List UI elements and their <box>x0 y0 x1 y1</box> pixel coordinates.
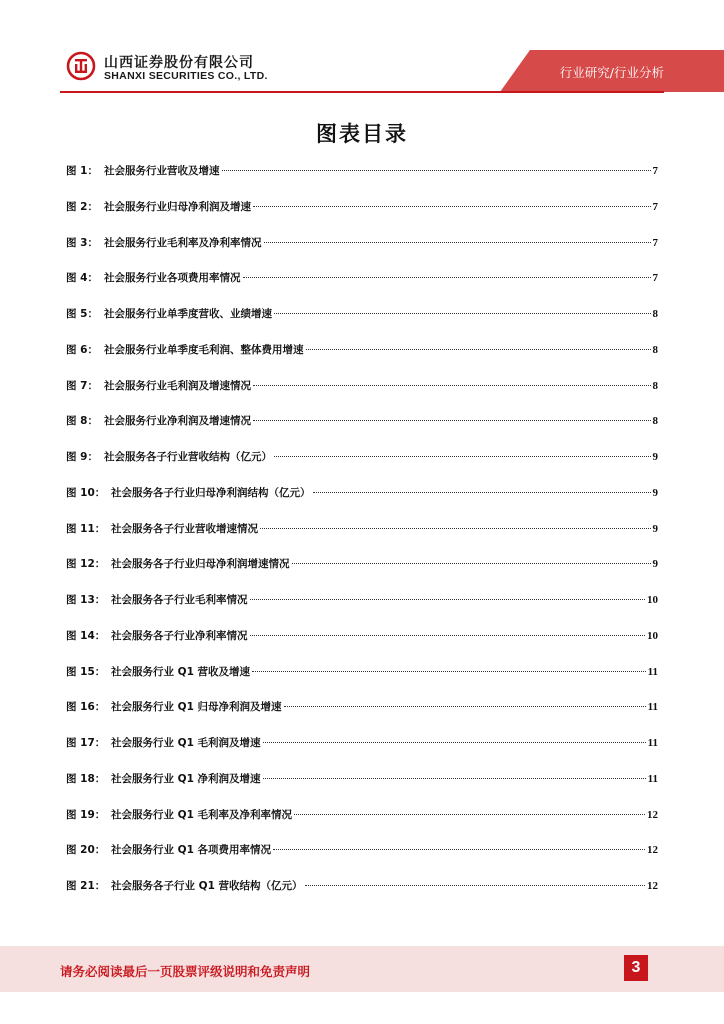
toc-entry[interactable] <box>66 664 658 700</box>
toc-leader-dots <box>222 170 651 171</box>
toc-leader-dots <box>250 635 646 636</box>
toc-page-number: 8 <box>652 308 658 320</box>
toc-leader-dots <box>292 563 651 564</box>
toc-figure-number: 图 16： <box>66 701 106 714</box>
toc-leader-dots <box>264 242 651 243</box>
toc-leader-dots <box>294 814 645 815</box>
toc-entry[interactable] <box>66 413 658 449</box>
toc-entry[interactable] <box>66 306 658 342</box>
toc-leader-dots <box>253 420 651 421</box>
toc-entry[interactable] <box>66 592 658 628</box>
toc-page-number: 11 <box>647 701 658 714</box>
toc-leader-dots <box>274 313 651 314</box>
header-divider <box>60 91 664 93</box>
toc-figure-title: 社会服务行业 Q1 营收及增速 <box>111 665 251 678</box>
toc-entry[interactable] <box>66 342 658 378</box>
toc-page-number: 7 <box>652 165 658 177</box>
toc-figure-title: 社会服务行业 Q1 毛利率及净利率情况 <box>111 808 293 821</box>
toc-entry[interactable] <box>66 842 658 878</box>
toc-page-number: 11 <box>647 737 658 749</box>
figure-list <box>66 163 658 914</box>
toc-figure-number: 图 9： <box>66 451 98 463</box>
toc-figure-title: 社会服务各子行业 Q1 营收结构（亿元） <box>111 880 303 892</box>
toc-leader-dots <box>305 885 645 886</box>
toc-page-number: 7 <box>652 200 658 213</box>
toc-figure-title: 社会服务行业毛利率及净利率情况 <box>104 236 262 249</box>
toc-leader-dots <box>252 671 646 672</box>
toc-leader-dots <box>260 528 651 529</box>
toc-figure-title: 社会服务行业毛利润及增速情况 <box>104 379 251 392</box>
toc-entry[interactable] <box>66 699 658 735</box>
report-category-tag: 行业研究/行业分析 <box>559 65 664 80</box>
toc-figure-number: 图 17： <box>66 737 106 749</box>
toc-leader-dots <box>253 385 651 386</box>
company-name-cn: 山西证券股份有限公司 <box>104 55 254 71</box>
page-number: 3 <box>624 955 648 981</box>
toc-page-number: 10 <box>647 594 658 606</box>
toc-leader-dots <box>250 599 646 600</box>
toc-figure-title: 社会服务行业 Q1 归母净利润及增速 <box>111 701 282 714</box>
toc-figure-title: 社会服务各子行业净利率情况 <box>111 629 248 642</box>
toc-leader-dots <box>313 492 651 493</box>
toc-page-number: 11 <box>647 772 658 785</box>
toc-entry[interactable] <box>66 378 658 414</box>
disclaimer-text: 请务必阅读最后一页股票评级说明和免责声明 <box>60 964 311 979</box>
toc-figure-number: 图 1： <box>66 165 98 177</box>
toc-page-number: 8 <box>652 379 658 392</box>
toc-entry[interactable] <box>66 449 658 485</box>
toc-entry[interactable] <box>66 163 658 199</box>
toc-figure-title: 社会服务行业各项费用率情况 <box>104 272 241 285</box>
page-title: 图表目录 <box>316 122 408 146</box>
toc-figure-title: 社会服务行业 Q1 毛利润及增速 <box>111 737 261 749</box>
toc-figure-number: 图 8： <box>66 415 98 428</box>
toc-figure-number: 图 18： <box>66 772 106 785</box>
toc-page-number: 12 <box>647 808 658 821</box>
toc-entry[interactable] <box>66 270 658 306</box>
toc-entry[interactable] <box>66 199 658 235</box>
toc-entry[interactable] <box>66 771 658 807</box>
toc-figure-number: 图 3： <box>66 236 98 249</box>
toc-figure-number: 图 6： <box>66 343 98 356</box>
toc-page-number: 7 <box>652 272 658 285</box>
toc-figure-number: 图 12： <box>66 558 106 571</box>
page-header <box>0 0 724 105</box>
toc-figure-number: 图 11： <box>66 522 106 535</box>
toc-figure-number: 图 19： <box>66 808 106 821</box>
toc-figure-title: 社会服务行业 Q1 净利润及增速 <box>111 772 261 785</box>
toc-leader-dots <box>306 349 651 350</box>
toc-page-number: 8 <box>652 415 658 428</box>
toc-figure-number: 图 20： <box>66 844 106 857</box>
toc-leader-dots <box>273 849 645 850</box>
toc-page-number: 9 <box>652 486 658 499</box>
toc-figure-title: 社会服务行业 Q1 各项费用率情况 <box>111 844 272 857</box>
toc-entry[interactable] <box>66 485 658 521</box>
company-name-en: SHANXI SECURITIES CO., LTD. <box>104 70 268 82</box>
toc-figure-number: 图 10： <box>66 486 106 499</box>
toc-figure-title: 社会服务行业营收及增速 <box>104 165 220 177</box>
toc-page-number: 12 <box>647 880 658 892</box>
toc-figure-title: 社会服务各子行业归母净利润增速情况 <box>111 558 290 571</box>
toc-figure-number: 图 21： <box>66 880 106 892</box>
toc-figure-title: 社会服务行业归母净利润及增速 <box>104 200 251 213</box>
toc-figure-number: 图 5： <box>66 308 98 320</box>
toc-entry[interactable] <box>66 628 658 664</box>
toc-figure-title: 社会服务各子行业营收结构（亿元） <box>104 451 272 463</box>
toc-page-number: 8 <box>652 343 658 356</box>
shanxi-securities-logo-icon <box>66 51 96 81</box>
toc-figure-number: 图 2： <box>66 200 98 213</box>
toc-figure-number: 图 7： <box>66 379 98 392</box>
toc-page-number: 7 <box>652 236 658 249</box>
toc-figure-number: 图 14： <box>66 629 106 642</box>
toc-page-number: 10 <box>647 629 658 642</box>
toc-figure-title: 社会服务各子行业归母净利润结构（亿元） <box>111 486 311 499</box>
toc-page-number: 9 <box>652 451 658 463</box>
toc-leader-dots <box>284 706 646 707</box>
toc-entry[interactable] <box>66 521 658 557</box>
toc-figure-number: 图 15： <box>66 665 106 678</box>
toc-entry[interactable] <box>66 807 658 843</box>
toc-leader-dots <box>263 778 646 779</box>
toc-figure-title: 社会服务各子行业毛利率情况 <box>111 594 248 606</box>
toc-leader-dots <box>274 456 651 457</box>
toc-entry[interactable] <box>66 556 658 592</box>
page-footer <box>0 946 724 992</box>
toc-page-number: 11 <box>647 665 658 678</box>
toc-page-number: 12 <box>647 844 658 857</box>
toc-page-number: 9 <box>652 558 658 571</box>
toc-figure-title: 社会服务行业单季度毛利润、整体费用增速 <box>104 343 304 356</box>
toc-entry[interactable] <box>66 235 658 271</box>
toc-figure-title: 社会服务各子行业营收增速情况 <box>111 522 258 535</box>
toc-figure-number: 图 13： <box>66 594 106 606</box>
toc-entry[interactable] <box>66 735 658 771</box>
toc-page-number: 9 <box>652 522 658 535</box>
toc-leader-dots <box>243 277 651 278</box>
toc-figure-title: 社会服务行业单季度营收、业绩增速 <box>104 308 272 320</box>
toc-leader-dots <box>253 206 651 207</box>
toc-figure-title: 社会服务行业净利润及增速情况 <box>104 415 251 428</box>
toc-figure-number: 图 4： <box>66 272 98 285</box>
toc-entry[interactable] <box>66 878 658 914</box>
toc-leader-dots <box>263 742 646 743</box>
